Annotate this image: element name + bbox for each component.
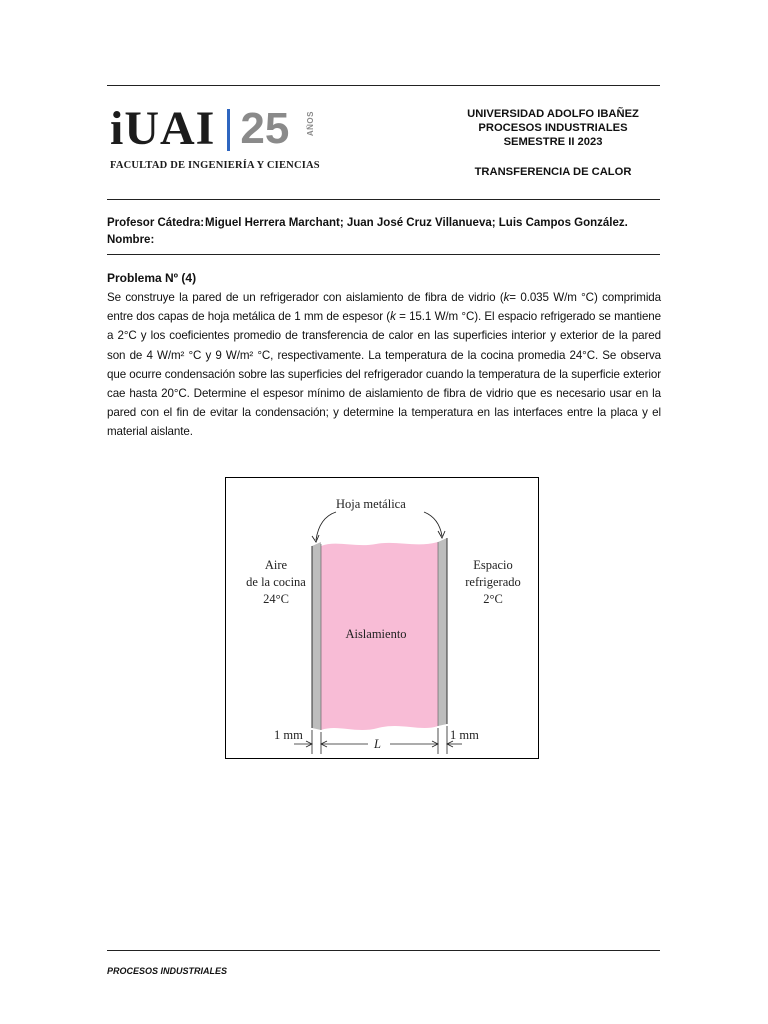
professor-names: Miguel Herrera Marchant; Juan José Cruz Villanueva; Luis Campos González. xyxy=(205,217,628,229)
logo-brand: iUAI xyxy=(110,102,216,155)
dim-right-label: 1 mm xyxy=(450,728,479,742)
header-bottom-rule xyxy=(107,199,660,200)
footer-text: PROCESOS INDUSTRIALES xyxy=(107,966,228,976)
info-bottom-rule xyxy=(107,254,660,255)
university-name: UNIVERSIDAD ADOLFO IBAÑEZ xyxy=(467,108,639,120)
topic: TRANSFERENCIA DE CALOR xyxy=(474,166,632,178)
problem-statement xyxy=(107,288,661,442)
dim-middle-label: L xyxy=(374,737,381,751)
left-line3: 24°C xyxy=(263,592,289,606)
right-line2: refrigerado xyxy=(465,575,521,589)
wall-diagram-drawing xyxy=(226,478,538,758)
problem-text-b: = 0.035 W/m °C) comprimida entre dos capas de hoja metálica de 1 mm de espesor ( xyxy=(107,291,661,324)
left-sheet-arrowhead xyxy=(312,535,319,542)
left-line1: Aire xyxy=(264,558,288,572)
problem-text-a: Se construye la pared de un refrigerador con aislamiento de fibra de vidrio ( xyxy=(107,291,504,304)
logo-wordmark xyxy=(110,103,289,155)
semester: SEMESTRE II 2023 xyxy=(503,136,603,148)
insulation-label: Aislamiento xyxy=(345,627,407,641)
problem-text-c: = 15.1 W/m °C). El espacio refrigerado se mantiene a 2°C y los coeficientes promedio de transferencia de calor en las superficies interior y exterior de la pared son de 4 W/m² °C y 9 W/m² °C, respectivamente. La temperatura de la cocina promedia 24°C. Se observa que ocurre condensación sobre las superficies del refrigerador cuando la temperatura de la superficie exterior cae hasta 20°C. Determine el espesor mínimo de aislamiento de fibra de vidrio que es necesario usar en la pared con el fin de evitar la condensación; y determine la temperatura en las interfaces entre la placa y el material aislante. xyxy=(107,310,661,439)
course-name: PROCESOS INDUSTRIALES xyxy=(478,122,628,134)
logo-anos: AÑOS xyxy=(306,111,315,137)
header-top-rule xyxy=(107,85,660,86)
name-label: Nombre: xyxy=(107,234,155,246)
k1-variable: k xyxy=(503,291,510,304)
professor-label: Profesor Cátedra: xyxy=(107,217,205,229)
right-line3: 2°C xyxy=(483,592,503,606)
logo-divider xyxy=(227,109,230,151)
k2-variable: k xyxy=(390,310,396,324)
dim-left-label: 1 mm xyxy=(274,728,303,742)
right-metal-sheet xyxy=(438,538,447,726)
footer-rule xyxy=(107,950,660,951)
sheet-label: Hoja metálica xyxy=(336,497,406,511)
logo-years: 25 xyxy=(240,104,290,153)
university-logo xyxy=(110,103,330,175)
problem-title: Problema Nº (4) xyxy=(107,271,197,285)
logo-faculty: FACULTAD DE INGENIERÍA Y CIENCIAS xyxy=(110,160,320,171)
left-line2: de la cocina xyxy=(246,575,306,589)
right-line1: Espacio xyxy=(473,558,513,572)
professor-line xyxy=(107,217,628,229)
wall-diagram xyxy=(225,477,539,759)
